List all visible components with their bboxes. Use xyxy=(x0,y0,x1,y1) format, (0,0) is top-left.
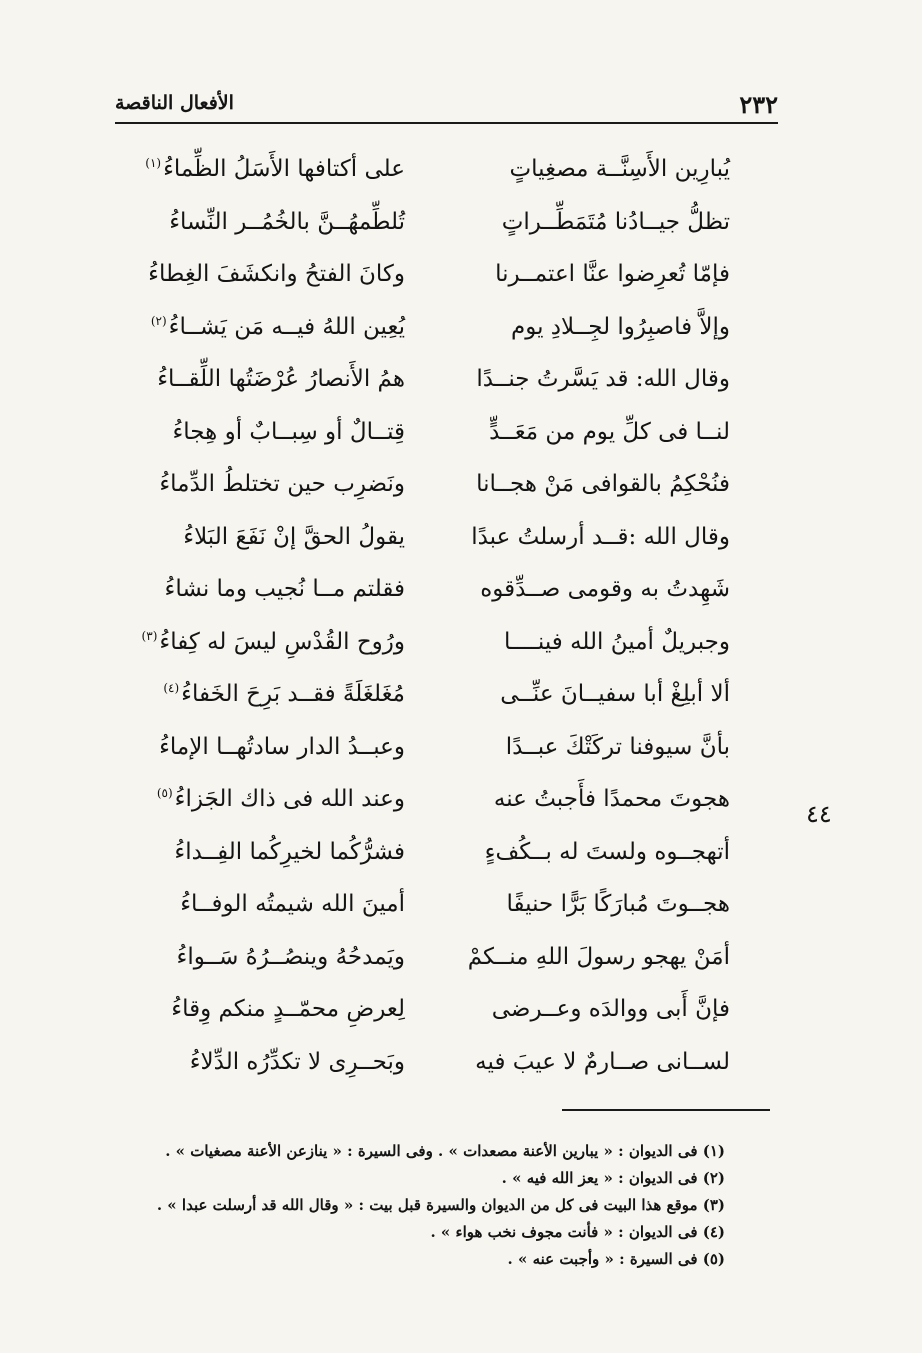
running-title: الأفعال الناقصة xyxy=(115,92,234,114)
verse-second-text: يُعِين اللهُ فيــه مَن يَشــاءُ xyxy=(168,313,405,340)
verse xyxy=(140,990,730,1043)
verse-first-hemistich: أتهجــوه ولستَ له بــكُفءٍ xyxy=(484,838,730,865)
verse-second-text: وعبــدُ الدار سادتُهــا الإماءُ xyxy=(159,733,405,760)
verse-first-hemistich: ألا أبلِغْ أبا سفيــانَ عنِّــى xyxy=(500,681,730,707)
verse xyxy=(140,623,730,676)
footnote: (٥) فى السيرة : « وأجبت عنه » . xyxy=(507,1250,725,1268)
verse-second-hemistich xyxy=(165,576,406,602)
verse-second-text: وعند الله فى ذاك الجَزاءُ xyxy=(174,786,405,812)
margin-line-number: ٤٤ xyxy=(806,800,832,828)
poem xyxy=(140,150,730,1095)
verse xyxy=(140,780,730,833)
verse xyxy=(140,308,730,361)
verse-second-hemistich xyxy=(159,471,405,497)
verse xyxy=(140,203,730,256)
verse xyxy=(140,150,730,203)
verse-second-text: فقلتم مــا نُجيب وما نشاءُ xyxy=(164,576,405,602)
footnote-reference: (٢) xyxy=(150,313,167,328)
verse-second-text: يقولُ الحقَّ إنْ نَفَعَ البَلاءُ xyxy=(183,523,405,550)
verse xyxy=(140,518,730,571)
footnote: (٤) فى الديوان : « فأنت مجوف نخب هواء » . xyxy=(430,1223,725,1241)
verse-first-hemistich: شَهِدتُ به وقومى صــدِّقوه xyxy=(480,576,730,602)
verse-second-hemistich xyxy=(157,786,405,812)
verse xyxy=(140,570,730,623)
footnotes xyxy=(85,1138,725,1273)
page-header xyxy=(115,88,778,124)
verse-second-text: على أكتافها الأَسَلُ الظِّماءُ xyxy=(163,156,405,182)
verse-second-hemistich xyxy=(190,1049,405,1075)
verse-first-hemistich: هجوتَ محمدًا فأَجبتُ عنه xyxy=(493,786,730,812)
verse-first-hemistich: وقال الله: قد يَسَّرتُ جنــدًا xyxy=(476,366,730,392)
verse-second-text: فشرُّكُما لخيرِكُما الفِــداءُ xyxy=(174,838,405,865)
footnote-reference: (٥) xyxy=(156,786,173,801)
verse xyxy=(140,360,730,413)
verse xyxy=(140,938,730,991)
footnote: (٢) فى الديوان : « يعز الله فيه » . xyxy=(501,1169,725,1187)
verse-first-hemistich: وقال الله :قــد أرسلتُ عبدًا xyxy=(471,523,730,550)
verse-first-hemistich: يُبارِين الأَسِنَّــة مصغِياتٍ xyxy=(509,156,730,182)
page-number: ٢٣٢ xyxy=(739,90,778,119)
verse-second-hemistich xyxy=(172,419,405,445)
verse-first-hemistich: هجــوتَ مُبارَكًا بَرًّا حنيفًا xyxy=(506,891,730,917)
verse xyxy=(140,728,730,781)
verse-second-text: أمينَ الله شيمتُه الوفــاءُ xyxy=(180,891,405,917)
verse-second-text: همُ الأَنصارُ عُرْضَتُها اللِّقــاءُ xyxy=(157,366,405,392)
verse-first-hemistich: لســانى صــارمٌ لا عيبَ فيه xyxy=(475,1048,730,1075)
verse-second-hemistich xyxy=(163,681,405,707)
verse-second-hemistich xyxy=(142,629,405,655)
verse-second-hemistich xyxy=(157,366,405,392)
verse-first-hemistich: تظلُّ جيــادُنا مُتَمَطِّــراتٍ xyxy=(501,208,730,235)
verse xyxy=(140,675,730,728)
verse-second-hemistich xyxy=(174,839,405,865)
verse-second-text: تُلطِّمهُــنَّ بالخُمُــر النِّساءُ xyxy=(169,208,405,235)
verse-second-text: وبَحــرِى لا تكدِّرُه الدِّلاءُ xyxy=(189,1048,405,1075)
verse-second-text: وكانَ الفتحُ وانكشَفَ الغِطاءُ xyxy=(148,261,405,287)
footnote: (١) فى الديوان : « يبارين الأعنة مصعدات » . وفى السيرة : « ينازعن الأعنة مصغيات » . xyxy=(165,1142,725,1160)
verse xyxy=(140,1043,730,1096)
footnote-reference: (٣) xyxy=(141,628,158,643)
verse-second-hemistich xyxy=(183,524,405,550)
verse-second-hemistich xyxy=(159,734,405,760)
footnote-reference: (١) xyxy=(145,156,162,171)
footnote-divider xyxy=(562,1109,770,1111)
verse-second-text: ورُوح القُدْسِ ليسَ له كِفاءُ xyxy=(159,628,405,655)
verse-first-hemistich: وجبريلٌ أمينُ الله فينــــا xyxy=(503,628,730,655)
verse-second-hemistich xyxy=(145,156,405,182)
verse-second-hemistich xyxy=(171,996,405,1022)
verse-second-text: ونَضرِب حين تختلطُ الدِّماءُ xyxy=(159,471,405,497)
verse-first-hemistich: فنُحْكِمُ بالقوافى مَنْ هجــانا xyxy=(476,471,730,497)
footnote: (٣) موقع هذا البيت فى كل من الديوان والسيرة قبل بيت : « وقال الله قد أرسلت عبدا » . xyxy=(156,1196,725,1214)
verse-second-hemistich xyxy=(180,891,405,917)
verse-first-hemistich: أمَنْ يهجو رسولَ اللهِ منــكمْ xyxy=(467,943,730,970)
verse-first-hemistich: فإمّا تُعرِضوا عنَّا اعتمــرنا xyxy=(495,261,730,287)
verse-first-hemistich: وإلاَّ فاصبِرُوا لجِــلادِ يوم xyxy=(510,313,730,340)
verse xyxy=(140,465,730,518)
verse xyxy=(140,413,730,466)
verse-second-hemistich xyxy=(169,209,405,235)
verse-first-hemistich: لنــا فى كلِّ يوم من مَعَــدٍّ xyxy=(489,418,730,445)
verse-second-text: قِتــالٌ أو سِبــابٌ أو هِجاءُ xyxy=(172,418,405,445)
verse-second-text: مُغَلغَلَةً فقــد بَرِحَ الخَفاءُ xyxy=(181,681,405,707)
verse-second-hemistich xyxy=(151,314,405,340)
verse-second-text: لِعرضِ محمّــدٍ منكم وِقاءُ xyxy=(171,996,405,1022)
verse-second-text: ويَمدحُهُ وينصُــرُهُ سَــواءُ xyxy=(176,943,405,970)
verse xyxy=(140,833,730,886)
verse-first-hemistich: فإنَّ أَبى ووالدَه وعــرضى xyxy=(491,996,730,1022)
verse-second-hemistich xyxy=(177,944,406,970)
footnote-reference: (٤) xyxy=(163,681,180,696)
verse xyxy=(140,885,730,938)
verse xyxy=(140,255,730,308)
verse-second-hemistich xyxy=(148,261,405,287)
verse-first-hemistich: بأنَّ سيوفنا تركَتْكَ عبــدًا xyxy=(505,733,730,760)
